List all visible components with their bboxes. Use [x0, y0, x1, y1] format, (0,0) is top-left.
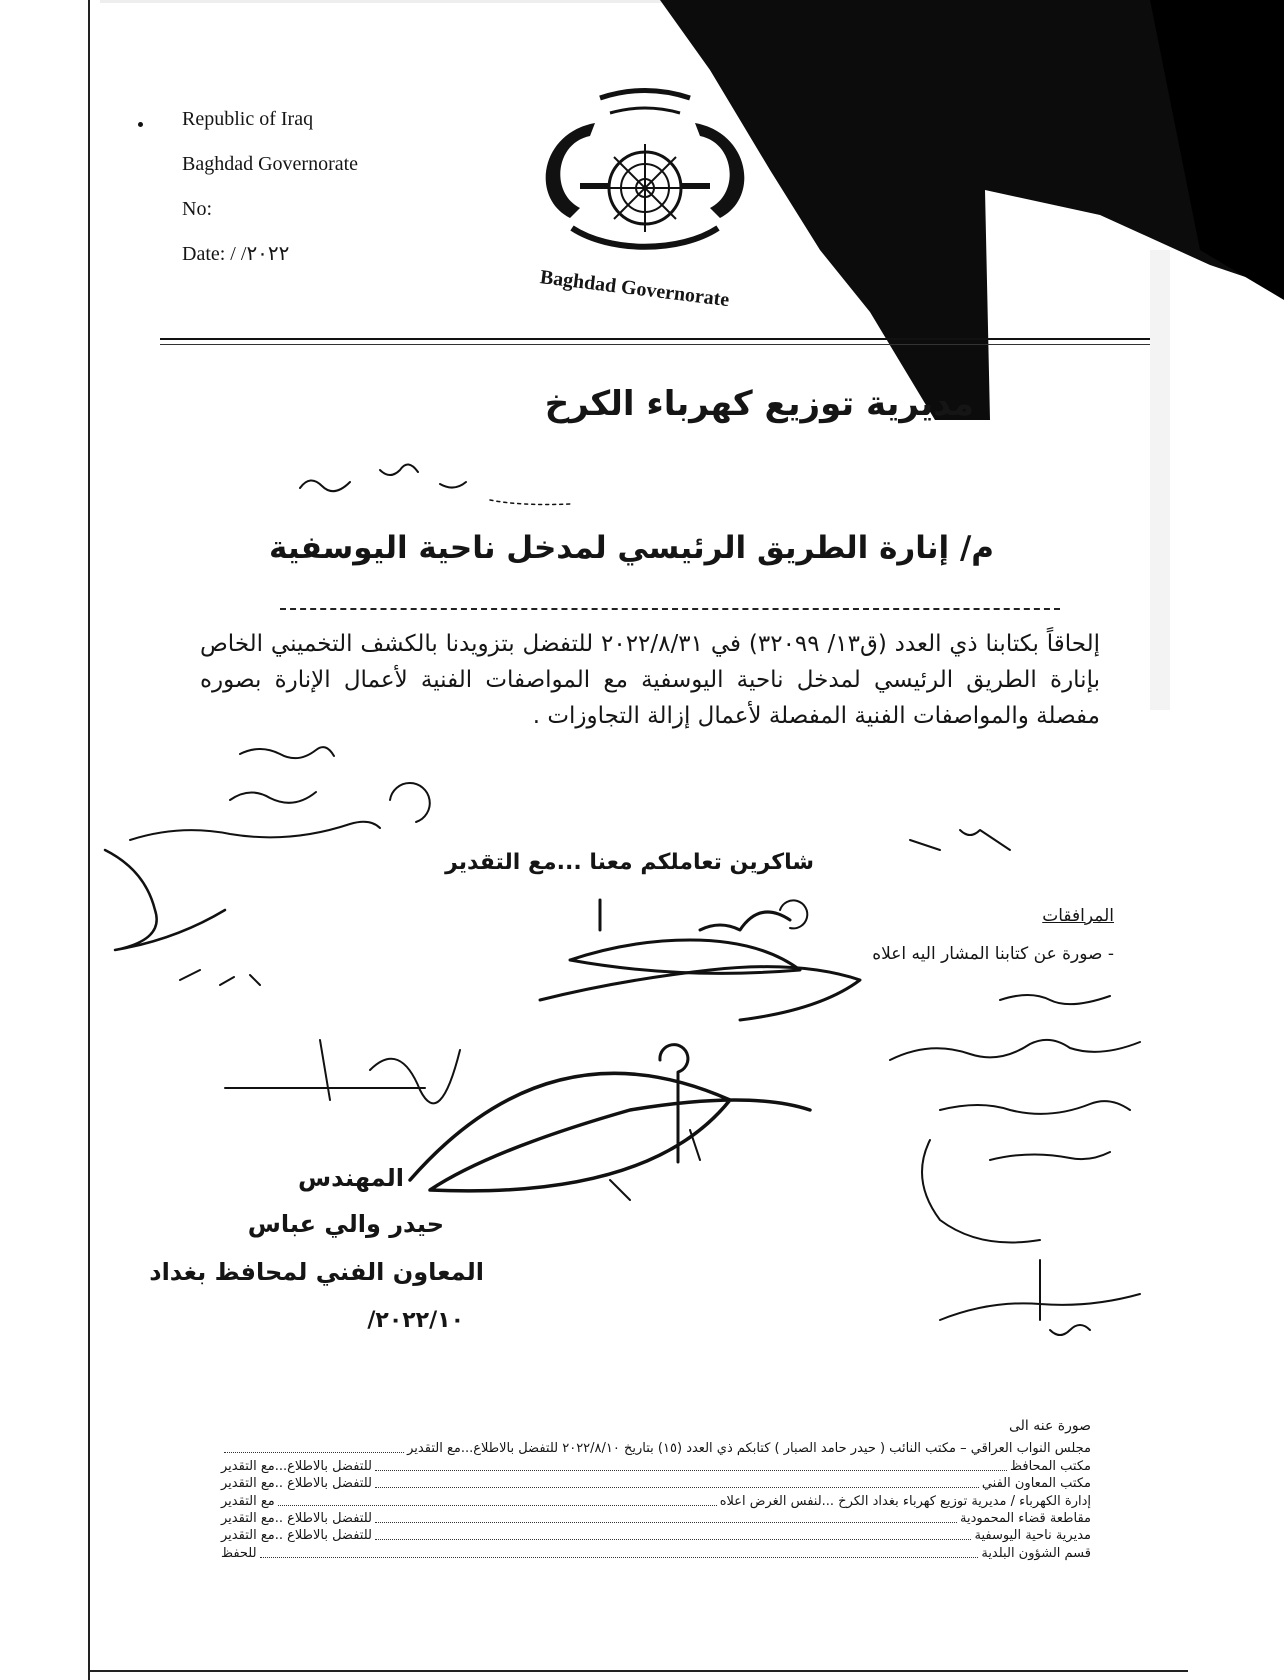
header-line-number: No:	[182, 198, 212, 220]
subject-line: م/ إنارة الطريق الرئيسي لمدخل ناحية اليوسفية	[269, 530, 994, 566]
copies-recipient: مديرية ناحية اليوسفية	[974, 1528, 1091, 1544]
signature-date: ٢٠٢٢/١٠/	[367, 1308, 464, 1333]
header-line-date: Date: / /٢٠٢٢	[182, 243, 290, 265]
copies-dots	[375, 1522, 957, 1523]
copies-row	[221, 1457, 1091, 1474]
copies-row	[221, 1492, 1091, 1509]
copies-dots	[224, 1452, 404, 1453]
copies-note: مع التقدير	[221, 1493, 275, 1509]
copies-recipient: مكتب المحافظ	[1010, 1458, 1091, 1474]
copies-recipient: إدارة الكهرباء / مديرية توزيع كهرباء بغداد الكرخ ...لنفس الغرض اعلاه	[719, 1493, 1091, 1509]
copies-dots	[375, 1487, 979, 1488]
copies-list	[221, 1440, 1091, 1562]
copies-dots	[278, 1505, 717, 1506]
copies-row	[221, 1510, 1091, 1527]
copies-dots	[260, 1557, 979, 1558]
copies-note: للحفظ	[221, 1545, 257, 1561]
attachments-item: - صورة عن كتابنا المشار اليه اعلاه	[872, 944, 1114, 964]
logo-caption: Baghdad Governorate	[538, 266, 731, 312]
copies-row	[221, 1527, 1091, 1544]
copies-note: للتفضل بالاطلاع ..مع التقدير	[221, 1476, 372, 1492]
attachments-title: المرافقات	[1042, 906, 1114, 926]
copies-recipient: مكتب المعاون الفني	[981, 1476, 1091, 1492]
signature-title: المهندس	[298, 1164, 404, 1192]
copies-row	[221, 1544, 1091, 1561]
copies-recipient: قسم الشؤون البلدية	[981, 1545, 1091, 1561]
header-line-governorate: Baghdad Governorate	[182, 153, 359, 175]
copies-row	[221, 1440, 1091, 1457]
signature-name: حيدر والي عباس	[247, 1210, 444, 1238]
copies-dots	[375, 1470, 1007, 1471]
header-line-republic: Republic of Iraq	[182, 108, 314, 130]
copies-note: للتفضل بالاطلاع...مع التقدير	[221, 1458, 372, 1474]
copies-row	[221, 1475, 1091, 1492]
copies-note: للتفضل بالاطلاع ..مع التقدير	[221, 1510, 372, 1526]
signature-role: المعاون الفني لمحافظ بغداد	[149, 1258, 484, 1286]
copies-title: صورة عنه الى	[1008, 1418, 1091, 1434]
letter-body: إلحاقاً بكتابنا ذي العدد (ق١٣/ ٣٢٠٩٩) في ٢٠٢٢/٨/٣١ للتفضل بتزويدنا بالكشف التخميني الخاص بإنارة الطريق الرئيسي لمدخل ناحية اليوسفية مع المواصفات الفنية لأعمال الإنارة بصوره مفصلة والمواصفات الفنية المفصلة لأعمال إزالة التجاوزات .	[200, 631, 1100, 729]
closing-line: شاكرين تعاملكم معنا ...مع التقدير	[445, 850, 814, 875]
copies-recipient: مقاطعة قضاء المحمودية	[959, 1510, 1091, 1526]
addressee: مديرية توزيع كهرباء الكرخ	[544, 384, 974, 424]
copies-note: للتفضل بالاطلاع ..مع التقدير	[221, 1528, 372, 1544]
copies-dots	[375, 1539, 972, 1540]
copies-recipient: مجلس النواب العراقي – مكتب النائب ( حيدر حامد الصبار ) كتابكم ذي العدد (١٥) بتاريخ ٢٠٢٢/٨/١٠ للتفضل بالاطلاع...مع التقدير	[407, 1441, 1091, 1457]
